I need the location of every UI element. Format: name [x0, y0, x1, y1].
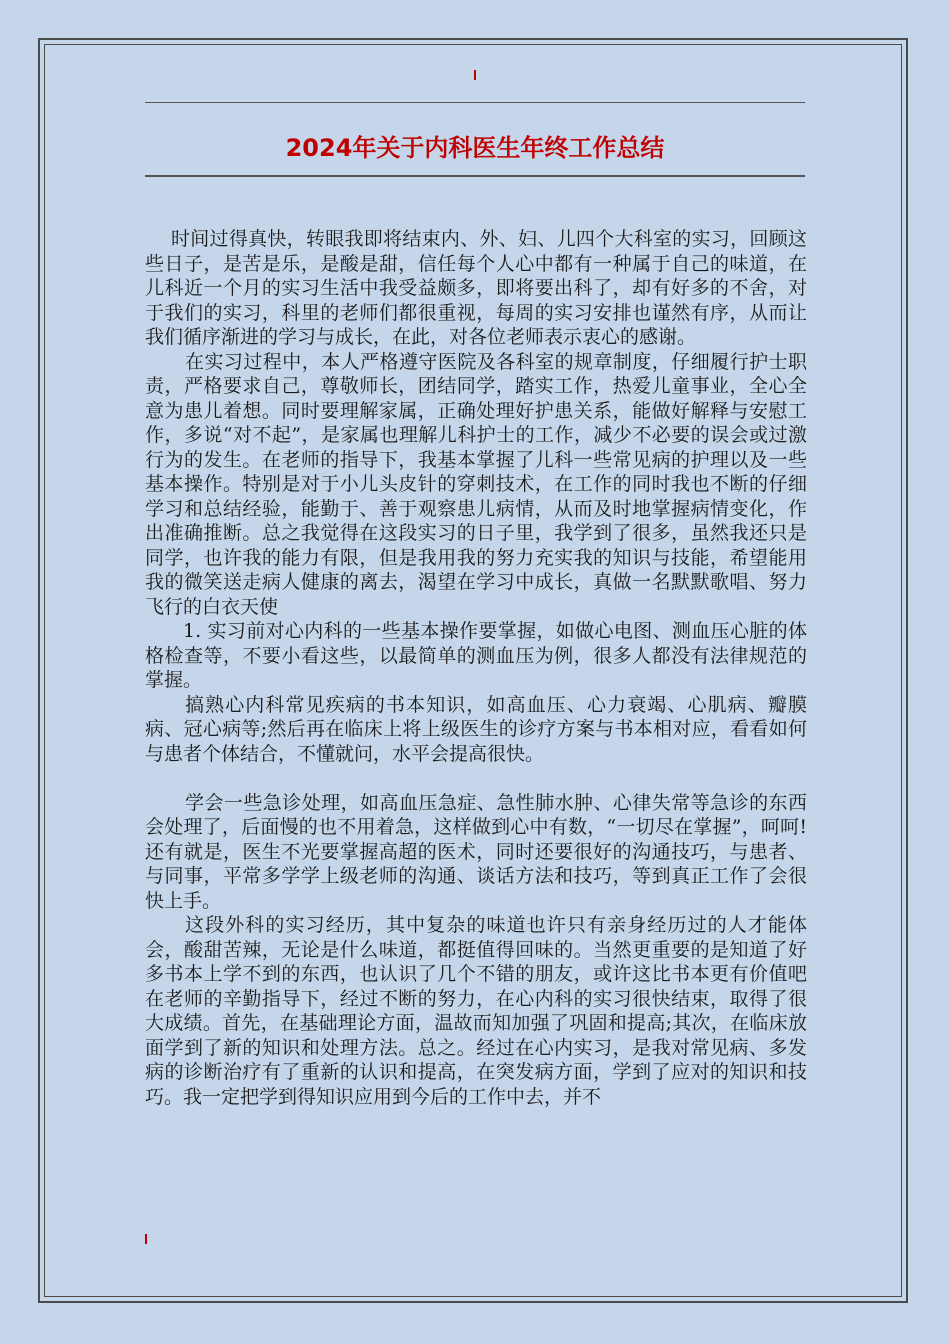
- paragraph: 1. 实习前对心内科的一些基本操作要掌握，如做心电图、测血压心脏的体格检查等，不要小看这些，以最简单的测血压为例，很多人都没有法律规范的掌握。: [145, 620, 807, 691]
- header-rule: [145, 102, 805, 103]
- paragraph: 时间过得真快，转眼我即将结束内、外、妇、儿四个大科室的实习，回顾这些日子，是苦是乐，是酸是甜，信任每个人心中都有一种属于自己的味道，在儿科近一个月的实习生活中我受益颇多，即将要出科了，却有好多的不舍，对于我们的实习，科里的老师们都很重视，每周的实习安排也谨然有序，从而让我们循序渐进的学习与成长，在此，对各位老师表示衷心的感谢。: [145, 228, 807, 348]
- document-body: [145, 227, 807, 1109]
- paragraph: 学会一些急诊处理，如高血压急症、急性肺水肿、心律失常等急诊的东西会处理了，后面慢的也不用着急，这样做到心中有数，“一切尽在掌握”，呵呵! 还有就是，医生不光要掌握高超的医术，同时还要很好的沟通技巧，与患者、与同事，平常多学学上级老师的沟通、谈话方法和技巧，等到真正工作了会很快上手。: [145, 791, 807, 912]
- paragraph: 这段外科的实习经历，其中复杂的味道也许只有亲身经历过的人才能体会，酸甜苦辣，无论是什么味道，都挺值得回味的。当然更重要的是知道了好多书本上学不到的东西，也认识了几个不错的朋友，或许这比书本更有价值吧 在老师的辛勤指导下，经过不断的努力，在心内科的实习很快结束，取得了很大成绩。首先，在基础理论方面，温故而知加强了巩固和提高;其次，在临床放面学到了新的知识和处理方法。总之。经过在心内实习，是我对常见病、多发病的诊断治疗有了重新的认识和提高，在突发病方面，学到了应对的知识和技巧。我一定把学到得知识应用到今后的工作中去，并不: [145, 914, 807, 1108]
- paragraph: 搞熟心内科常见疾病的书本知识，如高血压、心力衰竭、心肌病、瓣膜病、冠心病等;然后再在临床上将上级医生的诊疗方案与书本相对应，看看如何与患者个体结合，不懂就问，水平会提高很快。: [145, 693, 807, 765]
- title-underline: [145, 175, 805, 177]
- footer-mark: [145, 1234, 147, 1244]
- document-title: 2024年关于内科医生年终工作总结: [285, 134, 665, 162]
- paragraph: 在实习过程中，本人严格遵守医院及各科室的规章制度，仔细履行护士职责，严格要求自己，尊敬师长，团结同学，踏实工作，热爱儿童事业，全心全意为患儿着想。同时要理解家属，正确处理好护患关系，能做好解释与安慰工作，多说“对不起”，是家属也理解儿科护士的工作，减少不必要的误会或过激行为的发生。在老师的指导下，我基本掌握了儿科一些常见病的护理以及一些基本操作。特别是对于小儿头皮针的穿刺技术，在工作的同时我也不断的仔细学习和总结经验，能勤于、善于观察患儿病情，从而及时地掌握病情变化，作出准确推断。总之我觉得在这段实习的日子里，我学到了很多，虽然我还只是同学，也许我的能力有限，但是我用我的努力充实我的知识与技能，希望能用我的微笑送走病人健康的离去，渴望在学习中成长，真做一名默默歌唱、努力飞行的白衣天使: [145, 350, 807, 618]
- header-mark: [474, 70, 476, 80]
